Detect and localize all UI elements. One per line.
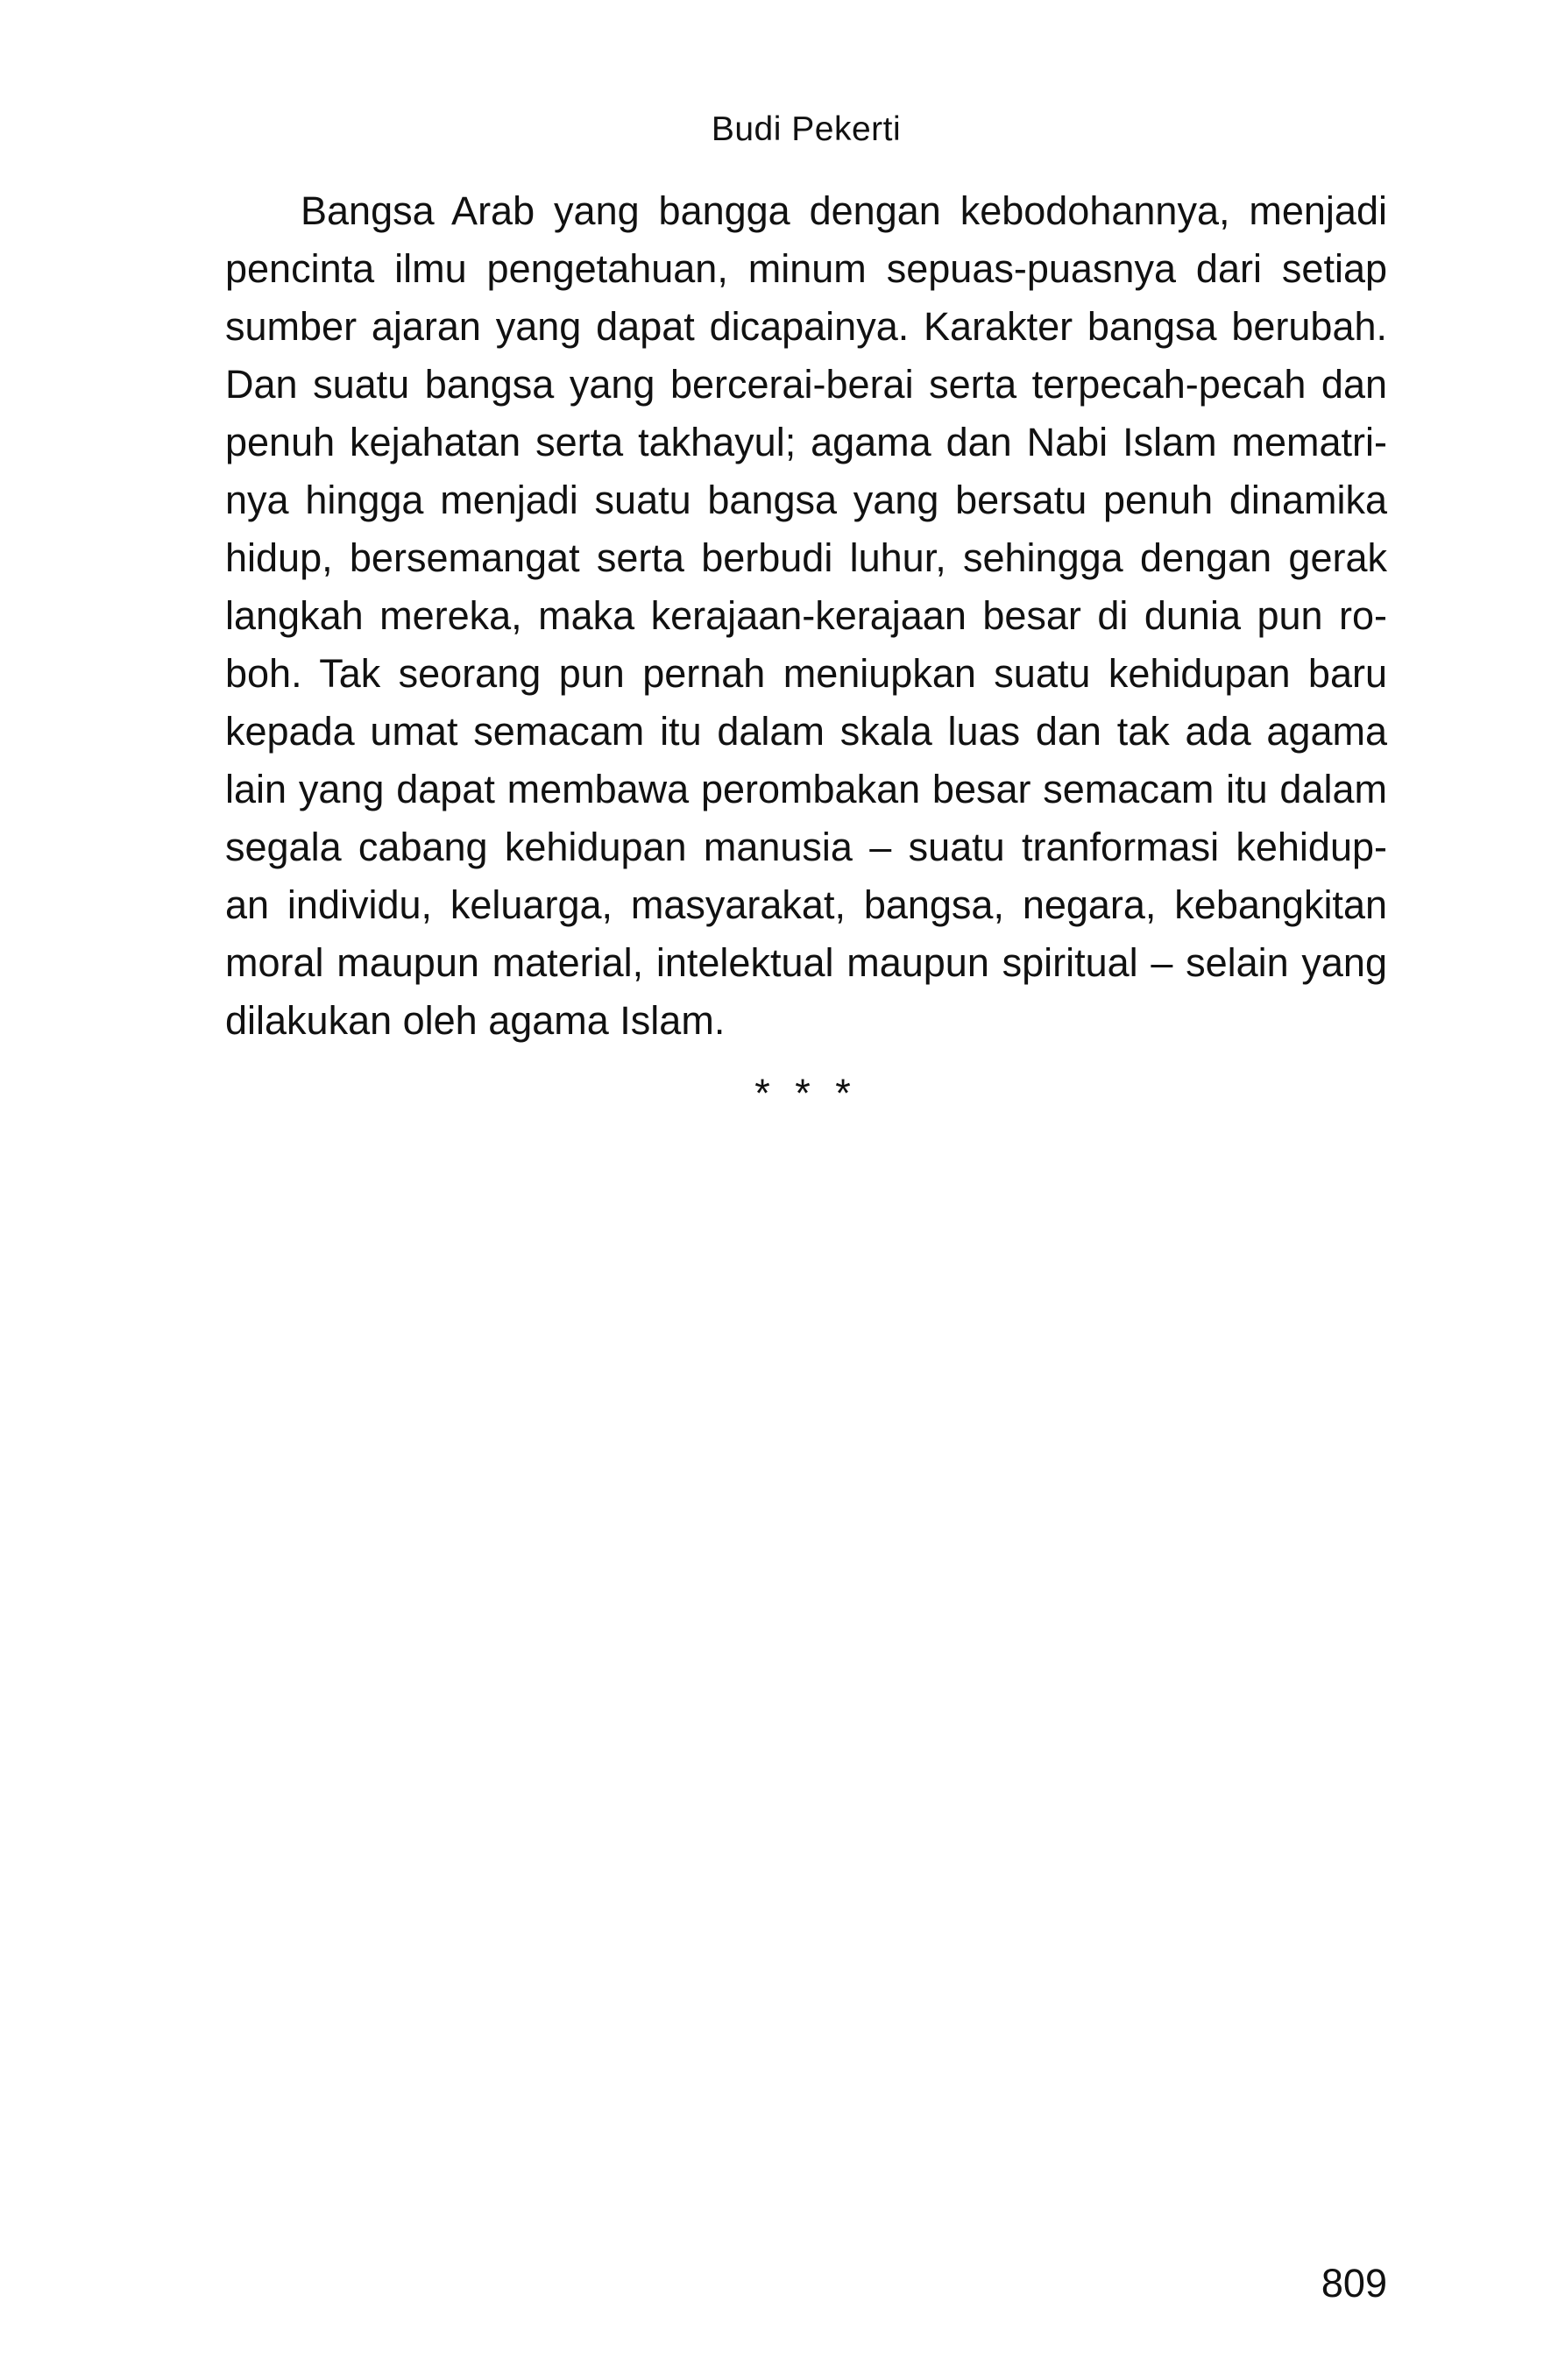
paragraph-line: lain yang dapat membawa perombakan besar semacam itu dalam: [225, 767, 1387, 811]
paragraph-line: Bangsa Arab yang bangga dengan kebodohannya, menjadi: [301, 188, 1387, 233]
page-number: 809: [1321, 2261, 1387, 2306]
paragraph-line: kepada umat semacam itu dalam skala luas dan tak ada agama: [225, 709, 1387, 754]
paragraph-line: hidup, bersemangat serta berbudi luhur, sehingga dengan gerak: [225, 535, 1387, 580]
paragraph-line: Dan suatu bangsa yang bercerai-berai serta terpecah-pecah dan: [225, 362, 1387, 407]
paragraph-line: nya hingga menjadi suatu bangsa yang bersatu penuh dinamika: [225, 478, 1387, 522]
running-header-title: Budi Pekerti: [711, 110, 902, 148]
paragraph-line: sumber ajaran yang dapat dicapainya. Karakter bangsa berubah.: [225, 304, 1387, 349]
section-separator: * * *: [754, 1071, 858, 1116]
paragraph-line: penuh kejahatan serta takhayul; agama dan Nabi Islam mematri-: [225, 420, 1387, 464]
paragraph-line: pencinta ilmu pengetahuan, minum sepuas-puasnya dari setiap: [225, 246, 1387, 291]
paragraph-line: segala cabang kehidupan manusia – suatu tranformasi kehidup-: [225, 825, 1387, 869]
paragraph-line: boh. Tak seorang pun pernah meniupkan suatu kehidupan baru: [225, 651, 1387, 696]
paragraph: [225, 182, 1387, 1050]
paragraph-line: dilakukan oleh agama Islam.: [225, 998, 726, 1043]
paragraph-line: an individu, keluarga, masyarakat, bangsa, negara, kebangkitan: [225, 882, 1387, 927]
paragraph-line: moral maupun material, intelektual maupun spiritual – selain yang: [225, 940, 1387, 985]
paragraph-line: langkah mereka, maka kerajaan-kerajaan besar di dunia pun ro-: [225, 593, 1387, 638]
